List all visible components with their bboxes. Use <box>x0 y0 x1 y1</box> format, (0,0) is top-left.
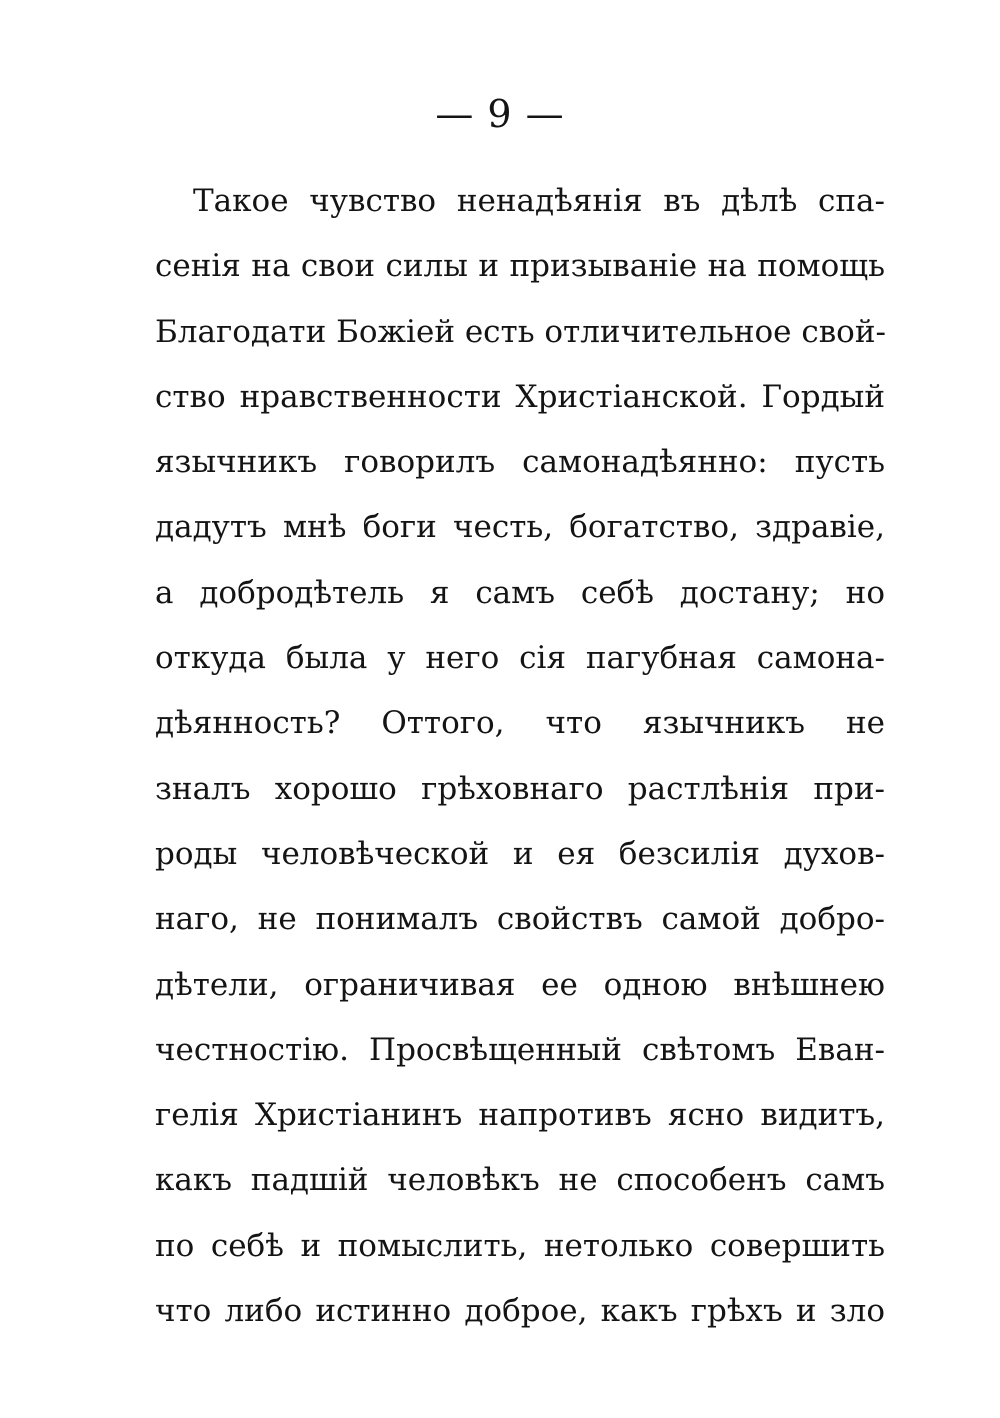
text-line: роды человѣческой и ея безсилія духов- <box>155 835 885 872</box>
text-line: дѣянность? Оттого, что язычникъ не <box>155 705 885 742</box>
text-line: по себѣ и помыслить, нетолько совершить <box>155 1227 885 1264</box>
text-line: зналъ хорошо грѣховнаго растлѣнія при- <box>155 770 885 807</box>
text-line: какъ падшій человѣкъ не способенъ самъ <box>155 1162 885 1199</box>
text-line: наго, не понималъ свойствъ самой добро- <box>155 901 885 938</box>
page-number: — 9 — <box>435 92 565 136</box>
text-line: честностію. Просвѣщенный свѣтомъ Еван- <box>155 1031 885 1068</box>
text-line: откуда была у него сія пагубная самона- <box>155 640 885 677</box>
text-line: сенія на свои силы и призываніе на помощь <box>155 248 885 285</box>
body-text <box>155 172 885 1347</box>
text-line: язычникъ говорилъ самонадѣянно: пусть <box>155 444 885 481</box>
text-line: что либо истинно доброе, какъ грѣхъ и зло <box>155 1293 885 1330</box>
text-line: Такое чувство ненадѣянія въ дѣлѣ спа- <box>193 183 885 219</box>
text-line: ство нравственности Христіанской. Гордый <box>155 378 885 415</box>
text-line: дѣтели, ограничивая ее одною внѣшнею <box>155 966 885 1003</box>
text-line: дадутъ мнѣ боги честь, богатство, здравіе, <box>155 509 885 546</box>
text-line: а добродѣтель я самъ себѣ достану; но <box>155 574 885 611</box>
text-line: Благодати Божіей есть отличительное свой- <box>155 313 886 350</box>
text-line: гелія Христіанинъ напротивъ ясно видитъ, <box>155 1097 885 1134</box>
